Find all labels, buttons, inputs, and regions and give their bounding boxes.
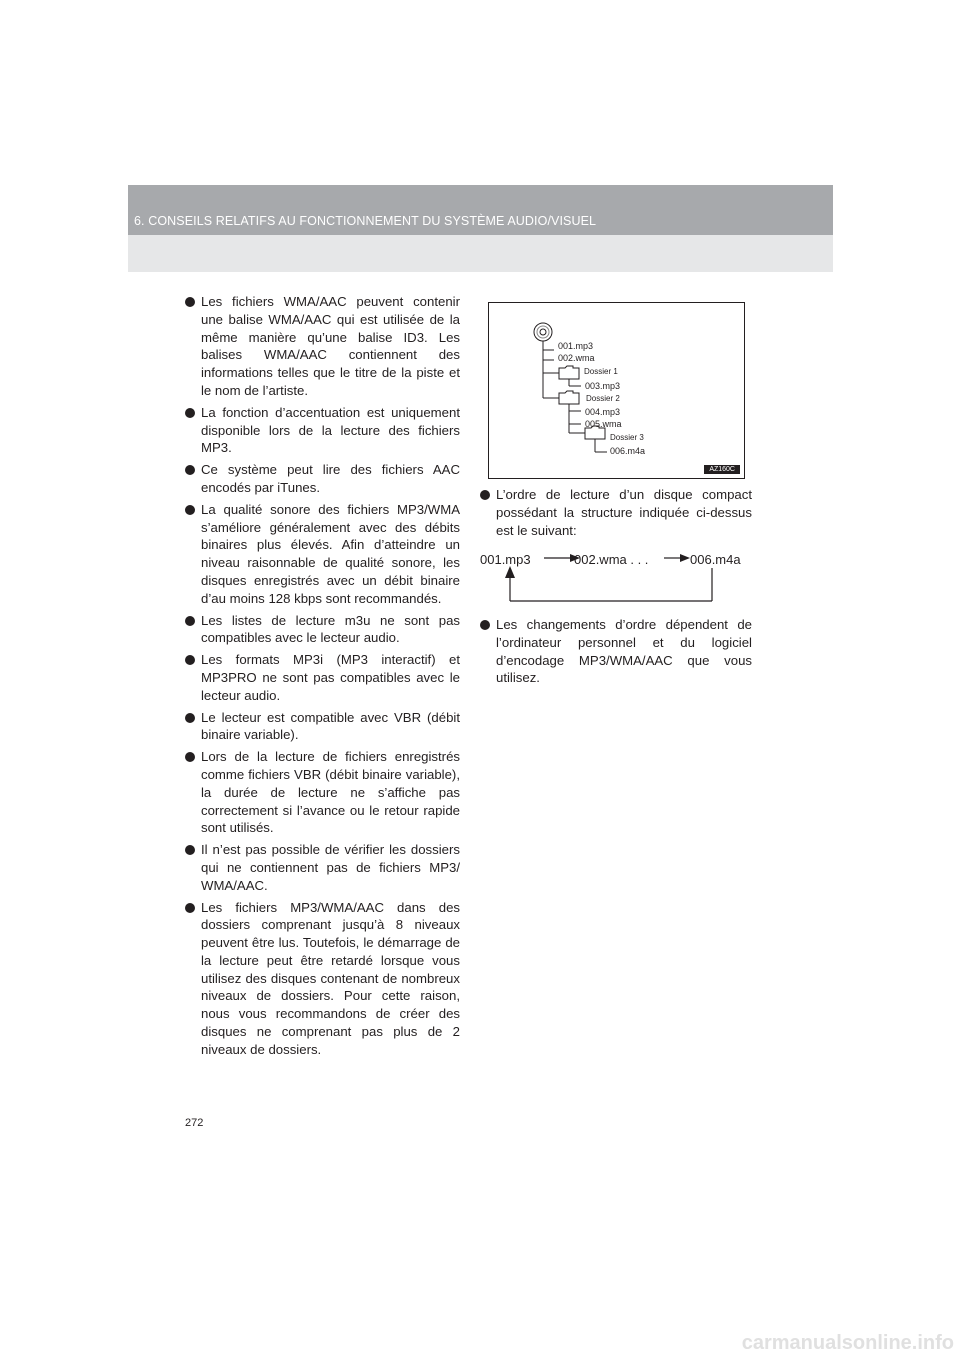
right-column xyxy=(480,486,752,543)
section-header-strip xyxy=(128,185,833,235)
bullet-text: Lors de la lecture de fichiers enregistrés comme fichiers VBR (débit binaire variable), la durée de lecture ne s’affiche pas correctement si l’avance ou le retour rapide sont utilisés. xyxy=(201,749,460,836)
bullet-item xyxy=(185,841,460,894)
file-label: 001.mp3 xyxy=(558,341,594,351)
bullet-text: Les formats MP3i (MP3 interactif) et MP3PRO ne sont pas compatibles avec le lecteur audio. xyxy=(201,652,460,703)
page-number: 272 xyxy=(185,1117,204,1129)
section-title: 6. CONSEILS RELATIFS AU FONCTIONNEMENT DU SYSTÈME AUDIO/VISUEL xyxy=(134,214,597,228)
bullet-text: Le lecteur est compatible avec VBR (débit binaire variable). xyxy=(201,709,460,743)
bullet-item xyxy=(185,461,460,497)
bullet-dot-icon xyxy=(185,616,195,626)
bullet-dot-icon xyxy=(185,465,195,475)
file-label: 006.m4a xyxy=(610,446,646,456)
bullet-item xyxy=(185,651,460,704)
bullet-item xyxy=(185,501,460,608)
file-label: 005.wma xyxy=(585,419,622,429)
bullet-dot-icon xyxy=(480,490,490,500)
bullet-dot-icon xyxy=(185,752,195,762)
bullet-text: Les fichiers WMA/AAC peuvent contenir une balise WMA/AAC qui est utilisée de la même manière qu’une balise ID3. Les balises WMA/AAC contiennent des informations telles que le titre de la piste et le nom de l’artiste. xyxy=(201,294,460,398)
bullet-text: Les listes de lecture m3u ne sont pas compatibles avec le lecteur audio. xyxy=(201,612,460,646)
bullet-text: Il n’est pas possible de vérifier les dossiers qui ne contiennent pas de fichiers MP3/ WMA/AAC. xyxy=(201,842,460,893)
folder-icon xyxy=(559,391,579,404)
bullet-item xyxy=(185,899,460,1059)
bullet-item xyxy=(480,486,752,539)
bullet-dot-icon xyxy=(185,408,195,418)
bullet-item xyxy=(185,293,460,400)
bullet-dot-icon xyxy=(185,713,195,723)
bullet-text: Les fichiers MP3/WMA/AAC dans des dossiers comprenant jusqu’à 8 niveaux peuvent être lus. Toutefois, le démarrage de la lecture peut être retardé lorsque vous utilisez des disques contenant de nombreux niveaux de dossiers. Pour cette raison, nous vous recommandons de créer des disques ne comprenant pas plus de 2 niveaux de dossiers. xyxy=(201,899,460,1057)
folder-label: Dossier 2 xyxy=(586,394,620,403)
folder-structure-diagram xyxy=(488,302,745,479)
bullet-dot-icon xyxy=(185,655,195,665)
bullet-item xyxy=(185,612,460,648)
sequence-last: 006.m4a xyxy=(690,552,741,567)
watermark: carmanualsonline.info xyxy=(741,1332,954,1354)
bullet-dot-icon xyxy=(185,903,195,913)
right-column-lower xyxy=(480,616,752,691)
file-label: 003.mp3 xyxy=(585,381,621,391)
folder-label: Dossier 1 xyxy=(584,367,618,376)
bullet-text: La qualité sonore des fichiers MP3/WMA s’améliore généralement avec des débits binaires plus élevés. Afin d’atteindre un niveau raisonnable de qualité sonore, les disques enregistrés avec un débit binaire d’au moins 128 kbps sont recommandés. xyxy=(201,501,460,606)
bullet-item xyxy=(185,404,460,457)
bullet-dot-icon xyxy=(185,505,195,515)
figure-id-tag: AZ160C xyxy=(704,465,740,474)
bullet-item xyxy=(185,748,460,837)
section-header xyxy=(128,185,833,272)
bullet-text: L’ordre de lecture d’un disque compact possédant la structure indiquée ci-dessus est le suivant: xyxy=(496,487,752,538)
bullet-dot-icon xyxy=(185,297,195,307)
sequence-first: 001.mp3 xyxy=(480,552,531,567)
bullet-text: Ce système peut lire des fichiers AAC encodés par iTunes. xyxy=(201,462,460,495)
bullet-text: Les changements d’ordre dépendent de l’ordinateur personnel et du logiciel d’encodage MP3/WMA/AAC que vous utilisez. xyxy=(496,617,752,686)
bullet-dot-icon xyxy=(185,845,195,855)
file-label: 004.mp3 xyxy=(585,407,621,417)
folder-label: Dossier 3 xyxy=(610,433,644,442)
left-column xyxy=(185,293,460,1063)
bullet-item xyxy=(185,709,460,745)
bullet-text: La fonction d’accentuation est uniquement disponible lors de la lecture des fichiers MP3. xyxy=(201,404,460,456)
bullet-dot-icon xyxy=(480,620,490,630)
folder-icon xyxy=(559,366,579,379)
bullet-item xyxy=(480,616,752,687)
file-label: 002.wma xyxy=(558,353,595,363)
playback-order-sequence xyxy=(480,546,752,606)
sequence-middle: 002.wma . . . xyxy=(574,552,649,567)
